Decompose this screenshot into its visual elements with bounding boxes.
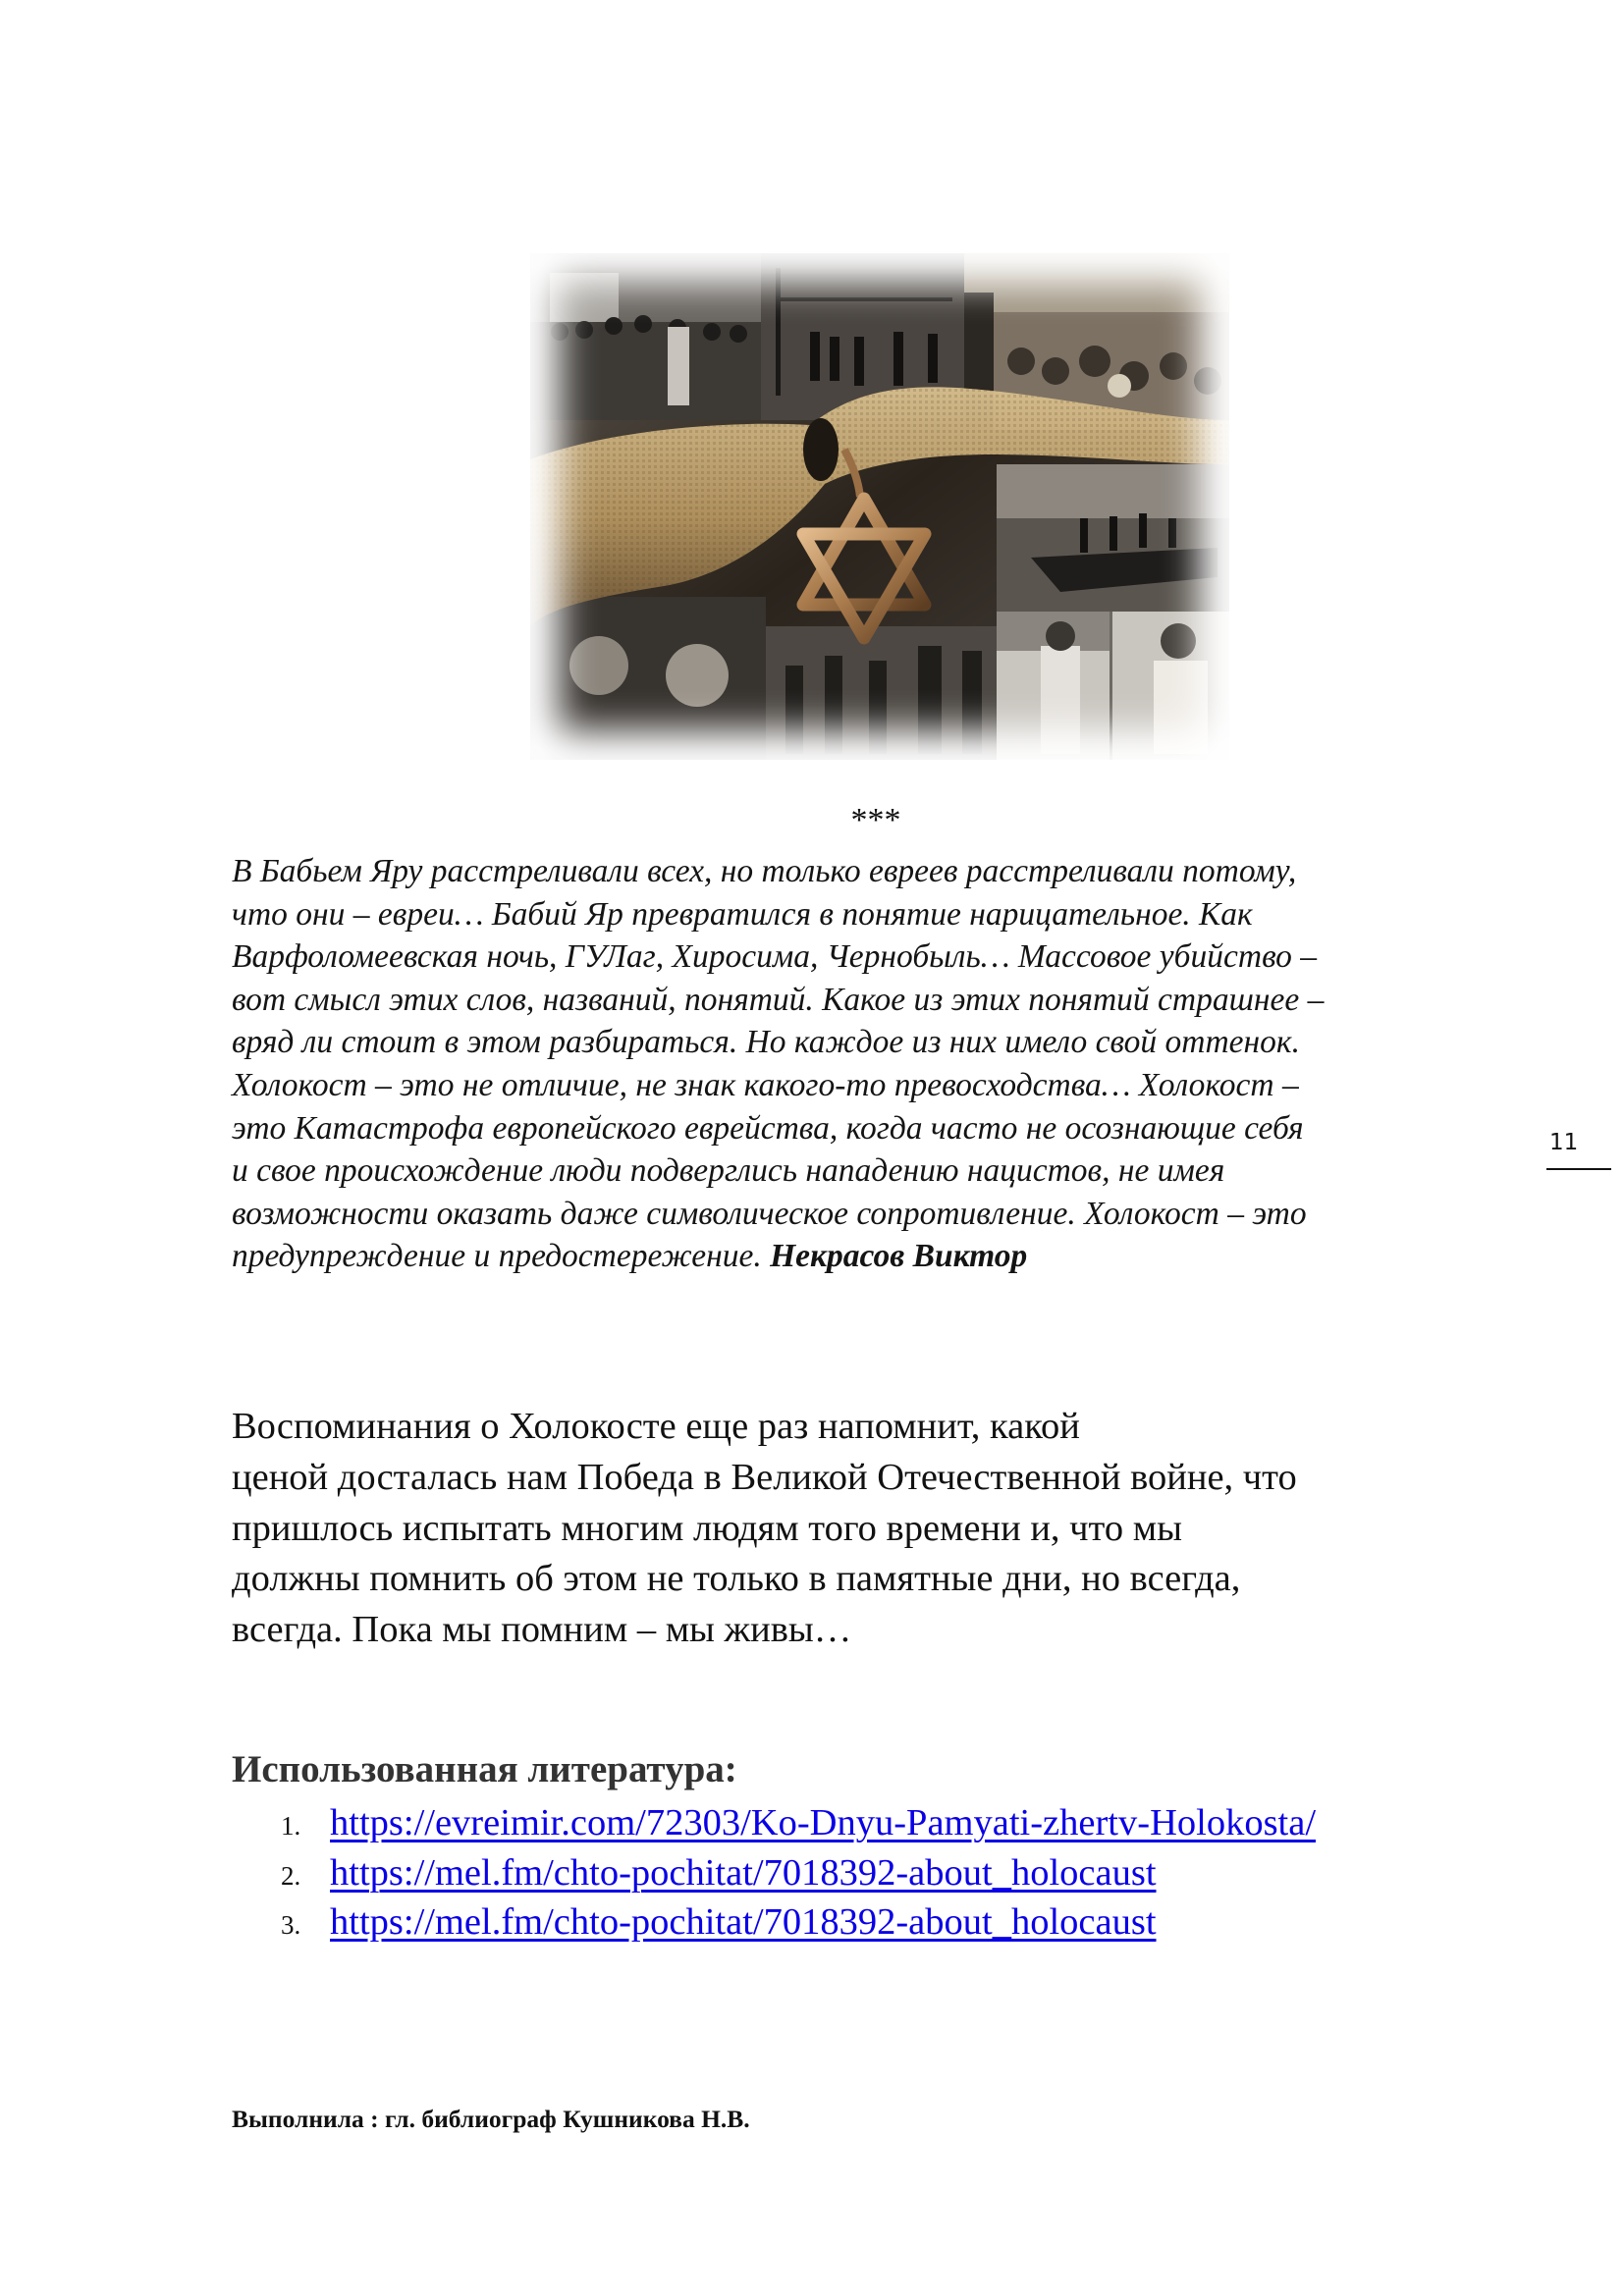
collage-graphic: [530, 253, 1229, 760]
reference-number: 1.: [281, 1811, 301, 1841]
paragraph-line: должны помнить об этом не только в памятные дни, но всегда,: [232, 1558, 1241, 1600]
quote-author: Некрасов Виктор: [770, 1238, 1028, 1275]
photo-boat: [997, 464, 1229, 612]
reference-link[interactable]: https://mel.fm/chto-pochitat/7018392-about_holocaust: [330, 1901, 1157, 1943]
quote-line: и свое происхождение люди подверглись нападению нацистов, не имея: [232, 1152, 1225, 1190]
quote-line: возможности оказать даже символическое сопротивление. Холокост – это: [232, 1195, 1307, 1232]
quote-block: [232, 850, 1538, 1278]
quote-line: В Бабьем Яру расстреливали всех, но только евреев расстреливали потому,: [232, 853, 1297, 889]
references-list: [281, 1798, 1316, 1948]
reference-item: [281, 1848, 1316, 1898]
paragraph-line: Воспоминания о Холокосте еще раз напомнит, какой: [232, 1406, 1080, 1447]
quote-line: что они – евреи… Бабий Яр превратился в понятие нарицательное. Как: [232, 895, 1253, 933]
references-heading: Использованная литература:: [232, 1748, 737, 1790]
quote-line-text: предупреждение и предостережение.: [232, 1238, 762, 1275]
closing-paragraph: [232, 1402, 1538, 1656]
reference-item: [281, 1798, 1316, 1848]
reference-link[interactable]: https://evreimir.com/72303/Ko-Dnyu-Pamyati-zhertv-Holokosta/: [330, 1802, 1317, 1843]
photo-survivors: [997, 612, 1229, 760]
quote-line: это Катастрофа европейского еврейства, когда часто не осознающие себя: [232, 1109, 1304, 1147]
page-number: 11: [1549, 1130, 1579, 1155]
paragraph-line: пришлось испытать многим людям того времени и, что мы: [232, 1507, 1182, 1549]
quote-line: вряд ли стоит в этом разбираться. Но каждое из них имело свой оттенок.: [232, 1024, 1300, 1061]
photo-crowd: [530, 253, 761, 420]
paragraph-line: ценой досталась нам Победа в Великой Отечественной войне, что: [232, 1456, 1297, 1498]
page-number-rule: [1546, 1168, 1611, 1170]
photo-faces: [530, 597, 766, 760]
author-signature: Выполнила : гл. библиограф Кушникова Н.В.: [232, 2105, 750, 2133]
reference-number: 2.: [281, 1860, 301, 1891]
reference-number: 3.: [281, 1910, 301, 1940]
photo-column-of-people: [766, 626, 997, 760]
quote-last-line: [232, 1235, 1538, 1278]
quote-line: вот смысл этих слов, названий, понятий. Какое из этих понятий страшнее –: [232, 981, 1325, 1018]
cloth-knot: [803, 418, 839, 481]
holocaust-collage-image: [530, 253, 1229, 760]
quote-line: Холокост – это не отличие, не знак какого-то превосходства… Холокост –: [232, 1066, 1299, 1103]
paragraph-line: всегда. Пока мы помним – мы живы…: [232, 1609, 852, 1651]
quote-separator: ***: [850, 802, 901, 838]
reference-link[interactable]: https://mel.fm/chto-pochitat/7018392-about_holocaust: [330, 1851, 1157, 1894]
quote-line: Варфоломеевская ночь, ГУЛаг, Хиросима, Чернобыль… Массовое убийство –: [232, 938, 1318, 976]
reference-item: [281, 1897, 1316, 1948]
